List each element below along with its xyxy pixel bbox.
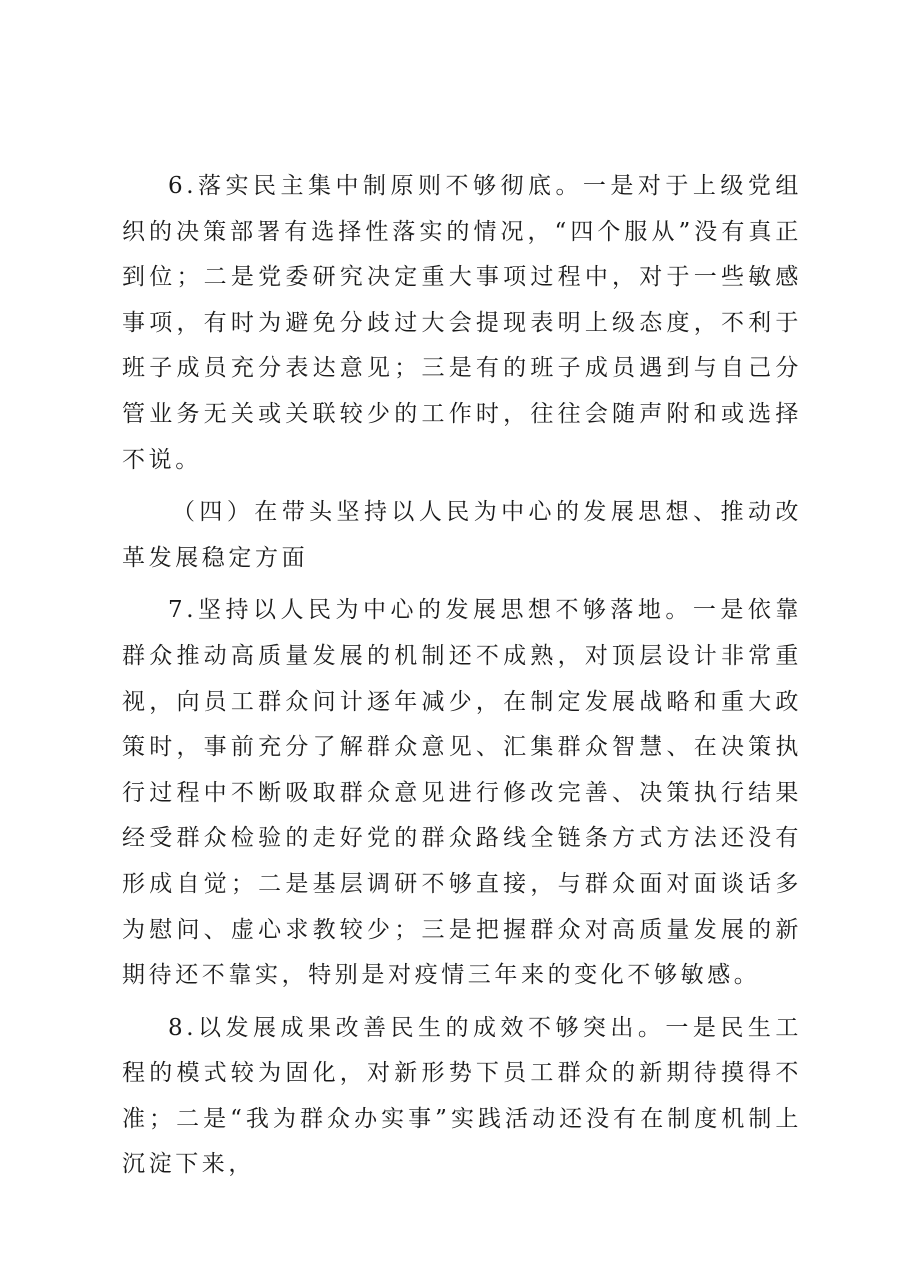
section-heading-4: （四）在带头坚持以人民为中心的发展思想、推动改革发展稳定方面 [122, 499, 802, 571]
paragraph-item-8: 8.以发展成果改善民生的成效不够突出。一是民生工程的模式较为固化，对新形势下员工群众的新期待摸得不准；二是“我为群众办实事”实践活动还没有在制度机制上沉淀下来， [122, 1014, 802, 1178]
document-body [122, 164, 802, 1188]
paragraph-item-7: 7.坚持以人民为中心的发展思想不够落地。一是依靠群众推动高质量发展的机制还不成熟，对顶层设计非常重视，向员工群众问计逐年减少，在制定发展战略和重大政策时，事前充分了解群众意见、汇集群众智慧、在决策执行过程中不断吸取群众意见进行修改完善、决策执行结果经受群众检验的走好党的群众路线全链条方式方法还没有形成自觉；二是基层调研不够直接，与群众面对面谈话多为慰问、虚心求教较少；三是把握群众对高质量发展的新期待还不靠实，特别是对疫情三年来的变化不够敏感。 [122, 597, 802, 989]
paragraph-item-6: 6.落实民主集中制原则不够彻底。一是对于上级党组织的决策部署有选择性落实的情况，“四个服从”没有真正到位；二是党委研究决定重大事项过程中，对于一些敏感事项，有时为避免分歧过大会提现表明上级态度，不利于班子成员充分表达意见；三是有的班子成员遇到与自己分管业务无关或关联较少的工作时，往往会随声附和或选择不说。 [122, 173, 802, 473]
